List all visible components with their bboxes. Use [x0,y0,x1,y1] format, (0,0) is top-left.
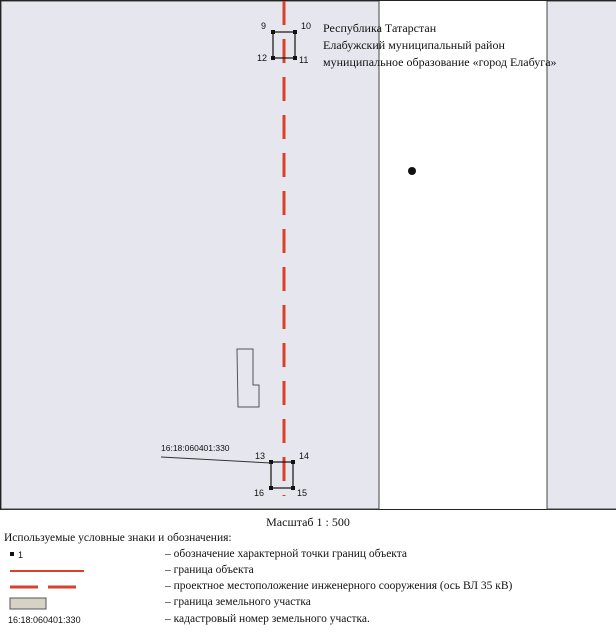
legend-cadastral-sample: 16:18:060401:330 [8,615,81,625]
legend-text-object-boundary: – граница объекта [165,564,254,576]
map-graphics [1,1,616,511]
legend-symbol-parcel [8,595,92,611]
legend-row-parcel [0,595,616,611]
point-14-marker [291,460,295,464]
legend-row-point [0,547,616,563]
legend-symbol-dashed-line [8,579,92,595]
point-label-15: 15 [297,488,308,498]
legend-symbol-solid-line [8,563,92,579]
point-11-marker [293,56,297,60]
legend-title: Используемые условные знаки и обозначения: [4,532,232,544]
point-16-marker [269,486,273,490]
legend-text-structure-axis: – проектное местоположение инженерного сооружения (ось ВЛ 35 кВ) [165,580,513,592]
point-label-13: 13 [255,451,266,461]
point-label-11: 11 [299,55,309,65]
region-line-3: муниципальное образование «город Елабуга» [323,55,557,69]
legend-text-cadastral: – кадастровый номер земельного участка. [165,613,370,625]
point-10-marker [293,30,297,34]
map-dot [408,167,416,175]
cadastral-number-label: 16:18:060401:330 [161,443,230,453]
point-label-9: 9 [261,21,267,31]
legend-text-point: – обозначение характерной точки границ объекта [165,548,408,560]
legend-row-structure-axis [0,579,616,595]
region-line-1: Республика Татарстан [323,21,437,35]
region-line-2: Елабужский муниципальный район [323,38,505,52]
legend-text-parcel: – граница земельного участка [165,596,311,608]
point-label-12: 12 [257,53,268,63]
map-scale: Масштаб 1 : 500 [266,515,350,529]
point-12-marker [271,56,275,60]
point-15-marker [291,486,295,490]
parcel-right [547,1,616,509]
point-label-14: 14 [299,451,310,461]
legend-point-number: 1 [18,550,24,560]
point-9-marker [271,30,275,34]
point-label-16: 16 [254,488,265,498]
legend-row-cadastral [0,612,616,628]
legend-row-object-boundary [0,563,616,579]
parcel-left [1,1,379,509]
point-label-10: 10 [301,21,312,31]
legend-symbol-point [8,547,92,563]
legend-symbol-cadastral [8,612,92,628]
